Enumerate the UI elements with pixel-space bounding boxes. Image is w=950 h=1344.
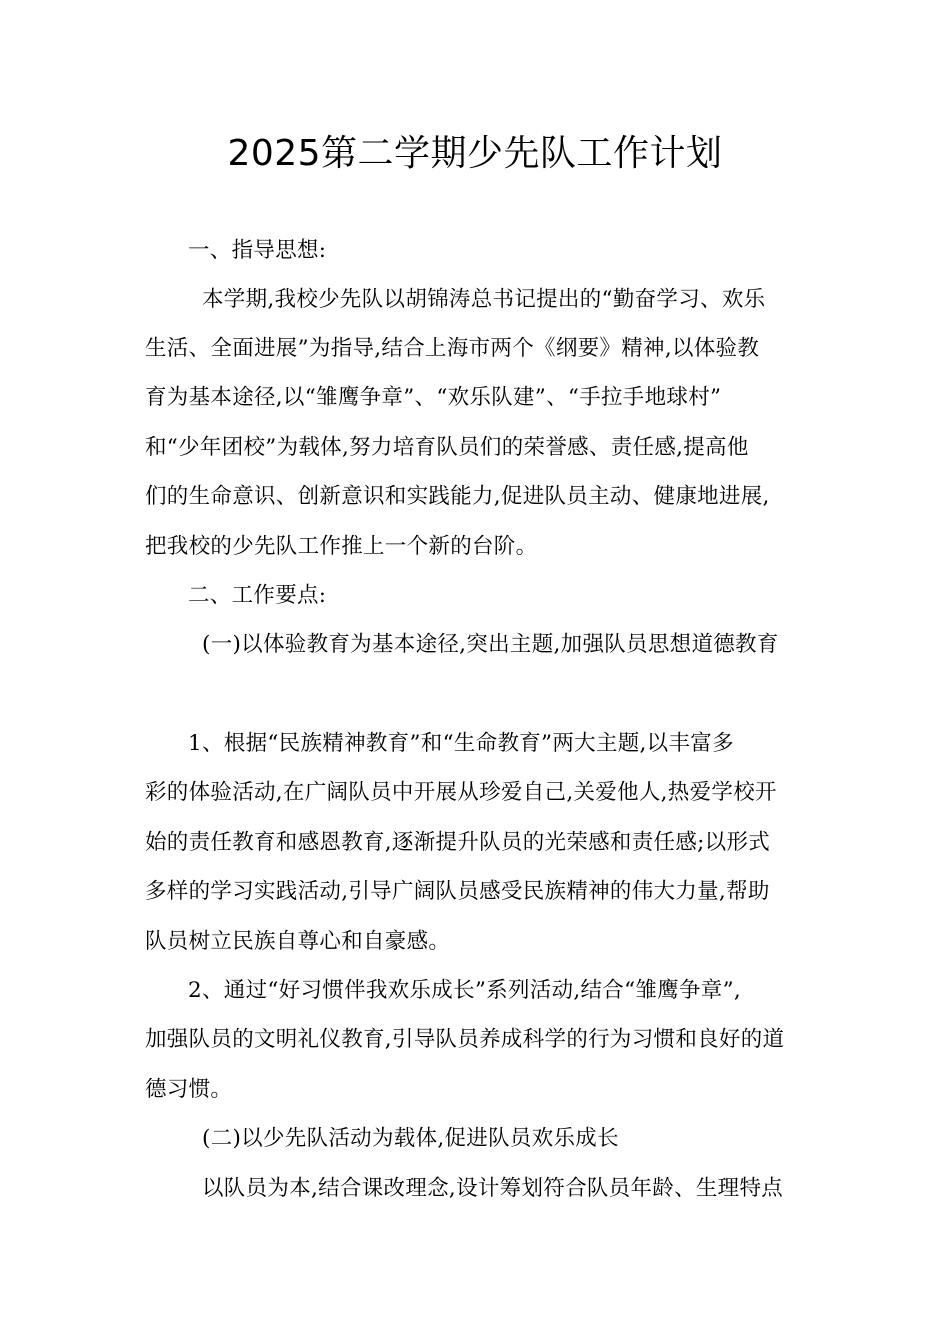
subheading-2: (二)以少先队活动为载体,促进队员欢乐成长	[202, 1126, 619, 1151]
paragraph-line: 们的生命意识、创新意识和实践能力,促进队员主动、健康地进展,	[145, 484, 770, 509]
paragraph-line: 本学期,我校少先队以胡锦涛总书记提出的“勤奋学习、欢乐	[202, 287, 766, 312]
paragraph-line: 生活、全面进展”为指导,结合上海市两个《纲要》精神,以体验教	[145, 336, 760, 361]
paragraph-line: 德习惯。	[145, 1077, 233, 1102]
heading-work-points: 二、工作要点:	[188, 583, 327, 608]
paragraph-line: 育为基本途径,以“雏鹰争章”、“欢乐队建”、“手拉手地球村”	[145, 385, 722, 410]
paragraph-line: 多样的学习实践活动,引导广阔队员感受民族精神的伟大力量,帮助	[145, 879, 770, 904]
subheading-1: (一)以体验教育为基本途径,突出主题,加强队员思想道德教育	[202, 632, 779, 657]
paragraph-line: 把我校的少先队工作推上一个新的台阶。	[145, 534, 538, 559]
heading-guiding-ideology: 一、指导思想:	[188, 238, 327, 263]
paragraph-line: 彩的体验活动,在广阔队员中开展从珍爱自己,关爱他人,热爱学校开	[145, 780, 777, 805]
paragraph-line: 1、根据“民族精神教育”和“生命教育”两大主题,以丰富多	[188, 731, 734, 756]
paragraph-line: 加强队员的文明礼仪教育,引导队员养成科学的行为习惯和良好的道	[145, 1027, 785, 1052]
paragraph-line: 队员树立民族自尊心和自豪感。	[145, 929, 451, 954]
paragraph-line: 以队员为本,结合课改理念,设计筹划符合队员年龄、生理特点	[202, 1176, 784, 1201]
paragraph-line: 2、通过“好习惯伴我欢乐成长”系列活动,结合“雏鹰争章”,	[188, 978, 742, 1003]
paragraph-line: 和“少年团校”为载体,努力培育队员们的荣誉感、责任感,提高他	[145, 435, 749, 460]
paragraph-line: 始的责任教育和感恩教育,逐渐提升队员的光荣感和责任感;以形式	[145, 830, 771, 855]
document-title: 2025第二学期少先队工作计划	[227, 133, 723, 174]
